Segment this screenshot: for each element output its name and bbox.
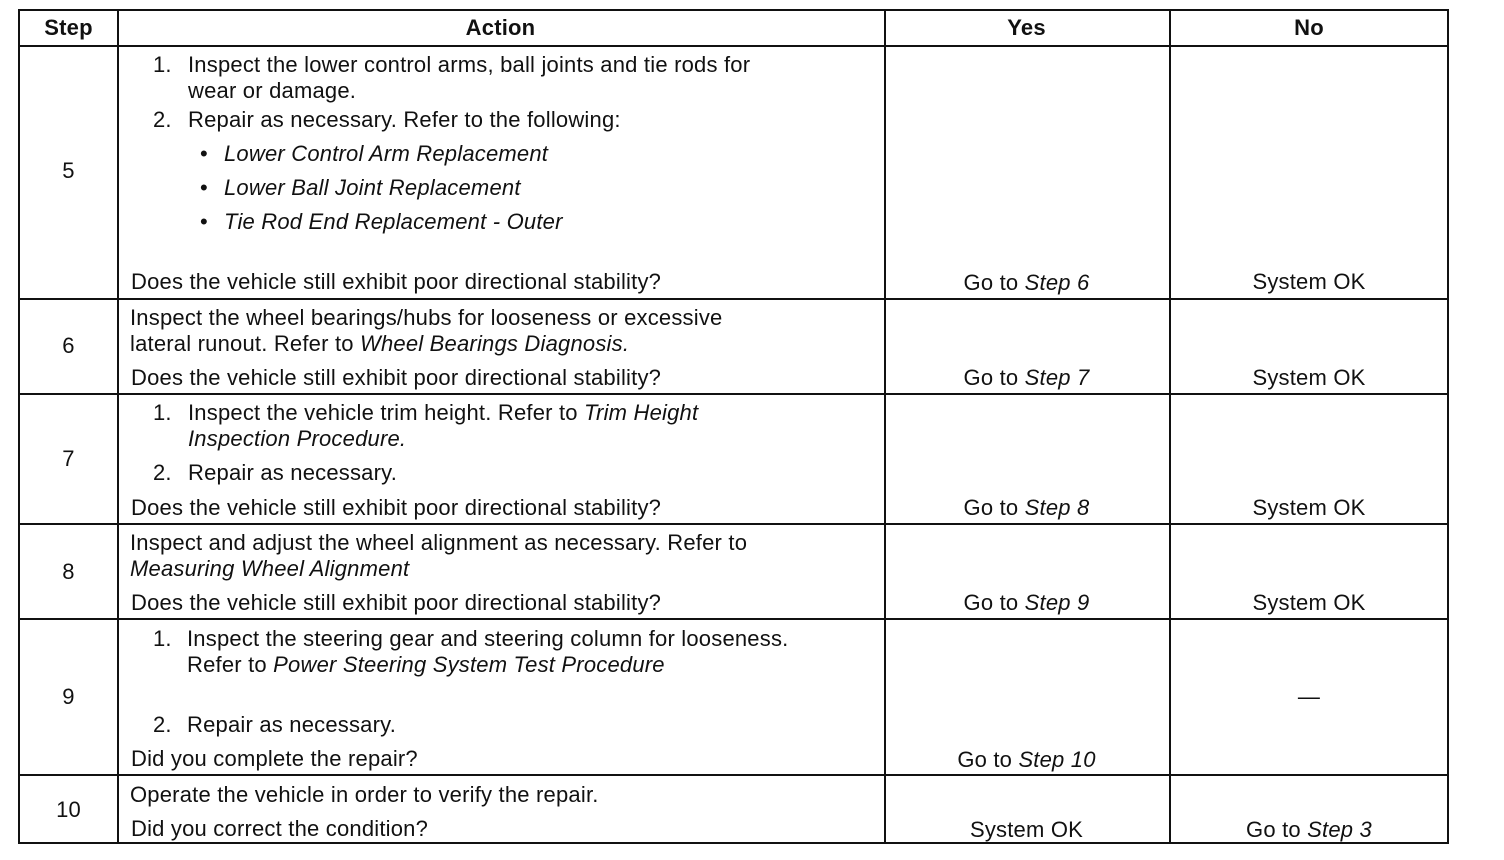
diagnostic-table: [18, 9, 1449, 844]
step-link[interactable]: Step 10: [1018, 747, 1096, 772]
action-text: Inspect the vehicle trim height. Refer to Trim Height: [188, 400, 699, 425]
procedure-link[interactable]: Trim Height: [584, 400, 699, 425]
step-link[interactable]: Step 7: [1024, 365, 1090, 390]
procedure-link[interactable]: Power Steering System Test Procedure: [273, 652, 665, 677]
step-number: 10: [56, 797, 81, 822]
item-number: 1.: [153, 400, 172, 425]
bullet-icon: •: [200, 141, 208, 166]
no-result: System OK: [1252, 269, 1366, 294]
row-divider: [20, 523, 1447, 525]
step-number: 8: [62, 559, 75, 584]
step-number: 9: [62, 684, 75, 709]
no-result: System OK: [1252, 590, 1366, 615]
header-action: Action: [465, 15, 536, 40]
row-divider: [20, 298, 1447, 300]
yes-result: Go to Step 8: [963, 495, 1090, 520]
column-divider: [1169, 11, 1171, 842]
procedure-link[interactable]: Inspection Procedure.: [188, 426, 407, 451]
item-number: 1.: [153, 52, 172, 77]
action-text: wear or damage.: [188, 78, 357, 103]
header-yes: Yes: [1007, 15, 1046, 40]
row-divider: [20, 774, 1447, 776]
item-number: 1.: [153, 626, 172, 651]
item-number: 2.: [153, 460, 172, 485]
action-text: lateral runout. Refer to Wheel Bearings Diagnosis.: [130, 331, 630, 356]
step-link[interactable]: Step 9: [1024, 590, 1090, 615]
procedure-link[interactable]: Wheel Bearings Diagnosis.: [360, 331, 630, 356]
action-text: Inspect the wheel bearings/hubs for looseness or excessive: [130, 305, 723, 330]
no-result: System OK: [1252, 365, 1366, 390]
bullet-icon: •: [200, 175, 208, 200]
question-text: Did you correct the condition?: [131, 816, 429, 841]
question-text: Does the vehicle still exhibit poor directional stability?: [131, 269, 662, 294]
action-text: Inspect and adjust the wheel alignment as necessary. Refer to: [130, 530, 748, 555]
step-number: 7: [62, 446, 75, 471]
yes-result: Go to Step 7: [963, 365, 1090, 390]
action-text: Refer to Power Steering System Test Procedure: [187, 652, 665, 677]
procedure-link[interactable]: Lower Ball Joint Replacement: [224, 175, 521, 200]
action-text: Inspect the lower control arms, ball joints and tie rods for: [188, 52, 751, 77]
procedure-link[interactable]: Lower Control Arm Replacement: [224, 141, 549, 166]
question-text: Does the vehicle still exhibit poor directional stability?: [131, 590, 662, 615]
procedure-link[interactable]: Tie Rod End Replacement - Outer: [224, 209, 563, 234]
procedure-link[interactable]: Measuring Wheel Alignment: [130, 556, 410, 581]
action-text: Repair as necessary.: [187, 712, 397, 737]
action-text: Repair as necessary.: [188, 460, 398, 485]
header-no: No: [1294, 15, 1324, 40]
step-link[interactable]: Step 6: [1024, 270, 1090, 295]
column-divider: [884, 11, 886, 842]
yes-result: Go to Step 9: [963, 590, 1090, 615]
column-divider: [117, 11, 119, 842]
question-text: Did you complete the repair?: [131, 746, 418, 771]
yes-result: Go to Step 6: [963, 270, 1090, 295]
no-result: System OK: [1252, 495, 1366, 520]
question-text: Does the vehicle still exhibit poor directional stability?: [131, 365, 662, 390]
row-divider: [20, 393, 1447, 395]
step-link[interactable]: Step 3: [1307, 817, 1372, 842]
row-divider: [20, 618, 1447, 620]
bullet-icon: •: [200, 209, 208, 234]
question-text: Does the vehicle still exhibit poor directional stability?: [131, 495, 662, 520]
item-number: 2.: [153, 107, 172, 132]
no-result: Go to Step 3: [1246, 817, 1372, 842]
action-text: Operate the vehicle in order to verify the repair.: [130, 782, 599, 807]
action-text: Inspect the steering gear and steering column for looseness.: [187, 626, 789, 651]
step-number: 6: [62, 333, 75, 358]
header-step: Step: [44, 15, 93, 40]
no-result: —: [1297, 684, 1321, 709]
yes-result: System OK: [969, 817, 1084, 842]
action-text: Repair as necessary. Refer to the following:: [188, 107, 621, 132]
item-number: 2.: [153, 712, 172, 737]
header-divider: [20, 45, 1447, 47]
yes-result: Go to Step 10: [957, 747, 1096, 772]
step-link[interactable]: Step 8: [1024, 495, 1090, 520]
step-number: 5: [62, 158, 75, 183]
